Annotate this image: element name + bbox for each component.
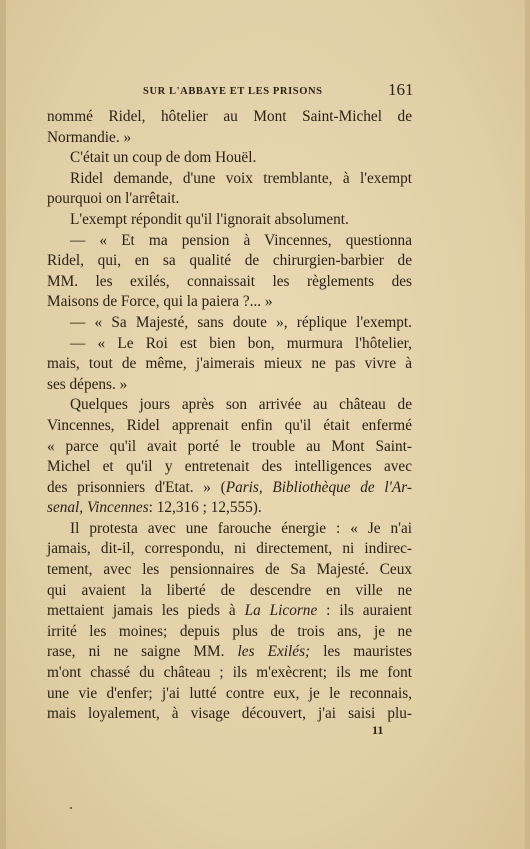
- text-line: L'exempt répondit qu'il l'ignorait absolument.: [70, 210, 349, 228]
- text-line: Quelques jours après son arrivée au château de: [70, 396, 412, 414]
- text-line: des prisonniers d'Etat. » (Paris, Bibliothèque de l'Ar-: [47, 478, 412, 496]
- body-text: [47, 107, 412, 725]
- paper-speck: [70, 807, 72, 809]
- page-number: 161: [388, 80, 414, 99]
- page-edge-left: [0, 0, 6, 849]
- text-line: Il protesta avec une farouche énergie : « Je n'ai: [70, 519, 412, 537]
- text-line: Normandie. »: [47, 128, 132, 146]
- text-line: mais loyalement, à visage découvert, j'ai saisi plu-: [47, 705, 412, 723]
- text-line: pourquoi on l'arrêtait.: [47, 190, 180, 208]
- text-line: Ridel, qui, en sa qualité de chirurgien-barbier de: [47, 252, 412, 270]
- signature-mark: 11: [372, 723, 384, 737]
- text-line: C'était un coup de dom Houël.: [70, 149, 257, 167]
- text-line: Ridel demande, d'une voix tremblante, à l'exempt: [70, 169, 412, 187]
- running-title: SUR L'ABBAYE ET LES PRISONS: [143, 86, 323, 97]
- text-line: nommé Ridel, hôtelier au Mont Saint-Michel de: [47, 108, 412, 125]
- text-line: ses dépens. »: [47, 375, 128, 393]
- text-line: — « Le Roi est bien bon, murmura l'hôtelier,: [70, 334, 412, 352]
- text-line: tement, avec les pensionnaires de Sa Majesté. Ceux: [47, 561, 412, 579]
- text-line: MM. les exilés, connaissait les règlements des: [47, 272, 412, 290]
- text-line: « parce qu'il avait porté le trouble au Mont Saint-: [47, 437, 412, 455]
- text-line: rase, ni ne saigne MM. les Exilés; les mauristes: [47, 643, 412, 661]
- text-line: m'ont chassé du château ; ils m'exècrent; ils me font: [47, 664, 412, 682]
- text-line: Vincennes, Ridel apprenait enfin qu'il était enfermé: [47, 416, 412, 434]
- text-line: — « Sa Majesté, sans doute », réplique l'exempt.: [70, 313, 412, 331]
- text-line: mais, tout de même, j'aimerais mieux ne pas vivre à: [47, 355, 412, 373]
- text-line: irrité les moines; depuis plus de trois ans, je ne: [47, 622, 412, 640]
- text-line: senal, Vincennes: 12,316 ; 12,555).: [47, 499, 262, 517]
- text-line: Maisons de Force, qui la paiera ?... »: [47, 293, 273, 311]
- text-line: — « Et ma pension à Vincennes, questionna: [70, 231, 412, 249]
- page-edge-right: [525, 0, 530, 849]
- text-line: Michel et qu'il y entretenait des intelligences avec: [47, 458, 412, 476]
- text-line: mettaient jamais les pieds à La Licorne : ils auraient: [47, 602, 412, 620]
- text-line: jamais, dit-il, correspondu, ni directement, ni indirec-: [47, 540, 412, 558]
- text-line: qui avaient la liberté de descendre en ville ne: [47, 581, 412, 599]
- text-line: une vie d'enfer; j'ai lutté contre eux, je le reconnais,: [47, 684, 412, 702]
